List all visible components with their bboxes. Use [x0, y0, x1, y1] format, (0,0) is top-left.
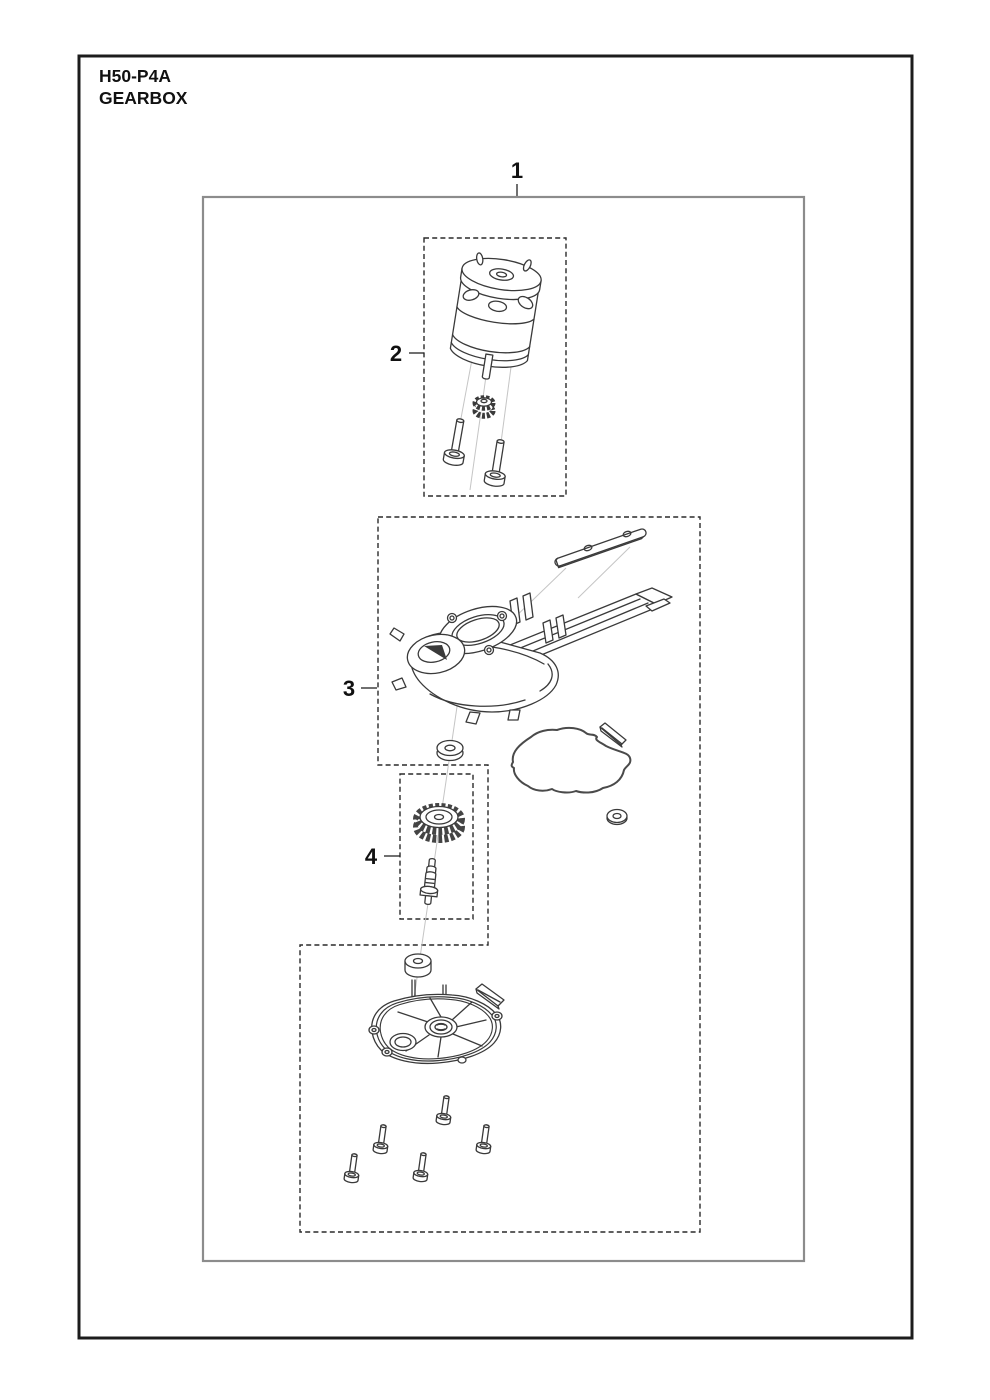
- key-pin-icon: [600, 723, 626, 747]
- blade-bar-icon: [555, 529, 646, 568]
- page-title: [99, 66, 188, 108]
- washer-icon: [437, 741, 463, 761]
- cover-screw-icon: [344, 1153, 362, 1183]
- callout-3-label: 3: [342, 676, 356, 701]
- cover-screw-icon: [373, 1124, 391, 1154]
- callout-4: [365, 844, 400, 869]
- cover-screw-icon: [476, 1124, 494, 1154]
- motor-screw-icon: [484, 438, 511, 487]
- callout-2: [390, 341, 424, 366]
- small-washer-icon: [607, 810, 627, 825]
- eccentric-shaft-icon: [419, 858, 441, 906]
- callout-1-label: 1: [510, 158, 524, 183]
- gearbox-housing-icon: [390, 588, 672, 724]
- cover-screw-icon: [436, 1095, 454, 1125]
- electric-motor-icon: [446, 249, 545, 385]
- section-title: GEARBOX: [99, 88, 188, 108]
- spur-gear-icon: [417, 807, 461, 840]
- callout-3: [343, 676, 377, 701]
- callout-4-label: 4: [364, 844, 378, 869]
- motor-screw-icon: [443, 417, 471, 466]
- cover-screw-icon: [413, 1152, 431, 1182]
- callout-2-label: 2: [389, 341, 403, 366]
- spacer-bushing-icon: [405, 954, 431, 977]
- callout-1: [511, 158, 523, 197]
- pinion-gear-icon: [476, 398, 493, 416]
- model-title: H50-P4A: [99, 66, 171, 86]
